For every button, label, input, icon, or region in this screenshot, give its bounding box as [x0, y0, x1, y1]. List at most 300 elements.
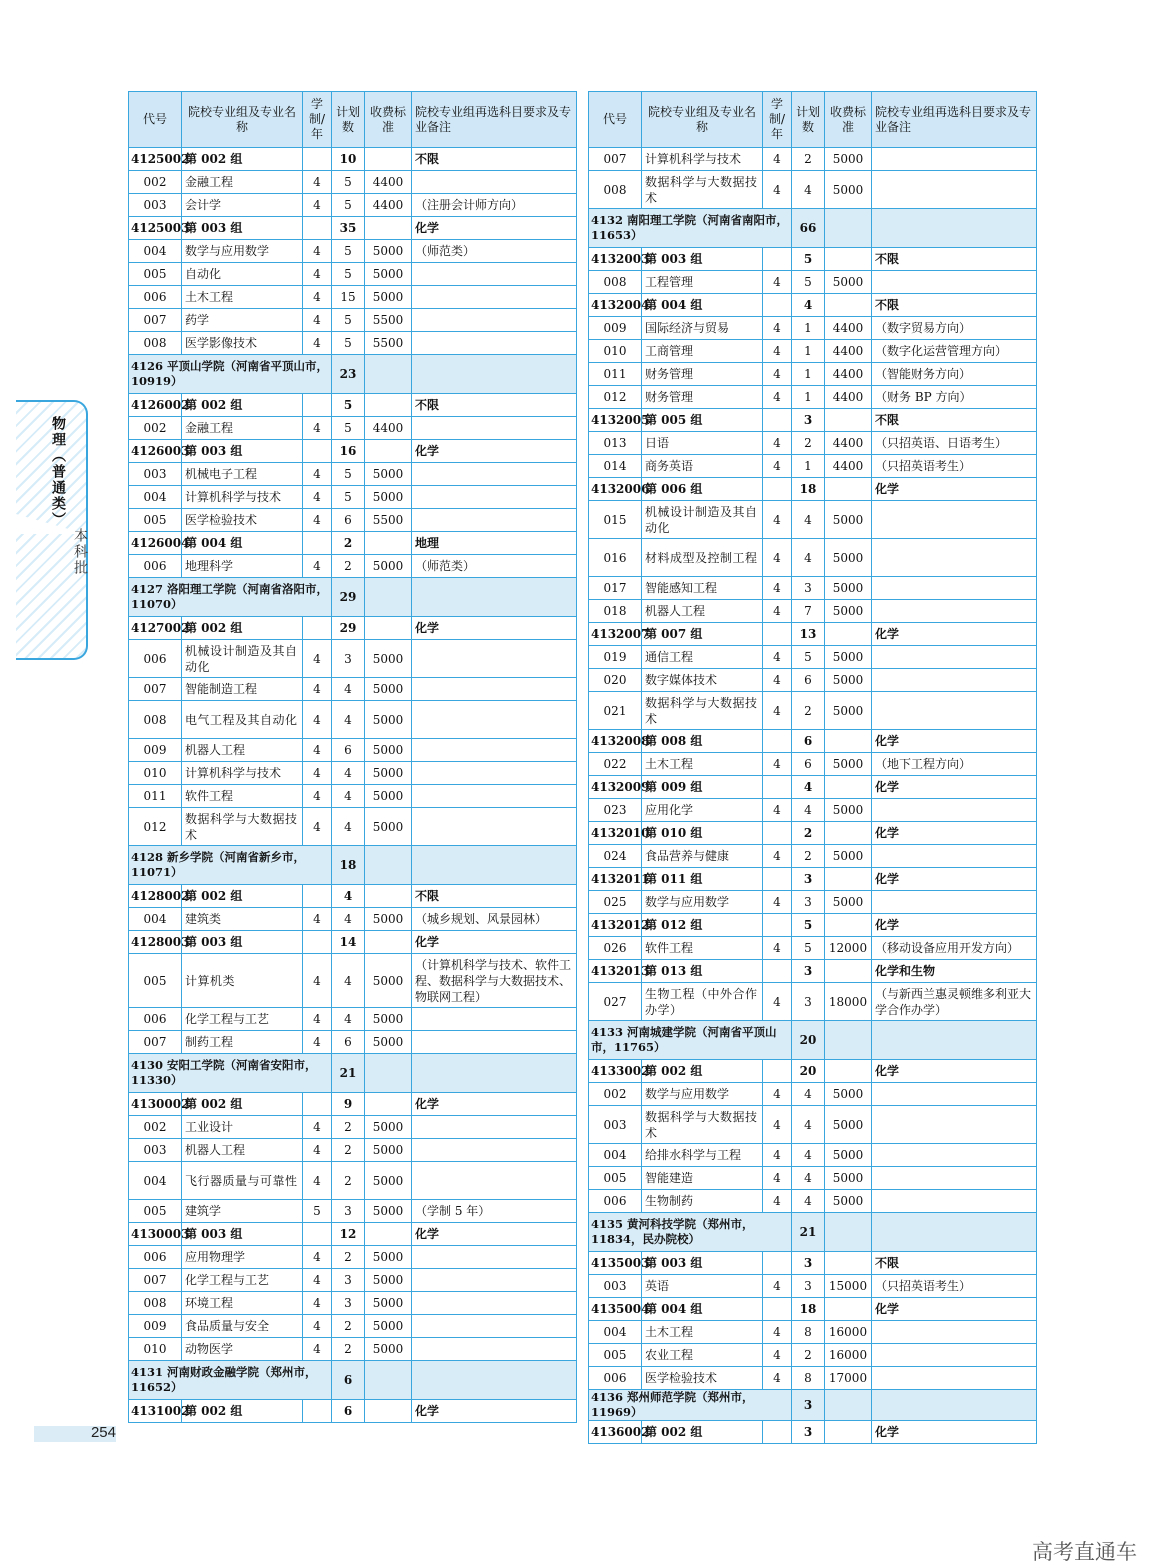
group-fee-empty [365, 931, 412, 954]
group-years-empty [763, 623, 792, 646]
major-name: 生物工程（中外合作办学） [642, 983, 763, 1021]
major-code: 022 [589, 753, 642, 776]
group-years-empty [303, 532, 332, 555]
major-years: 4 [303, 678, 332, 701]
major-years: 4 [763, 1344, 792, 1367]
group-name: 第 004 组 [642, 1298, 763, 1321]
major-fee: 5000 [365, 1116, 412, 1139]
major-code: 010 [129, 762, 182, 785]
group-code: 4132003 [589, 248, 642, 271]
major-note [412, 785, 577, 808]
group-fee-empty [825, 478, 872, 501]
major-row [129, 286, 577, 309]
major-plan: 1 [792, 363, 825, 386]
major-note [412, 463, 577, 486]
major-code: 012 [129, 808, 182, 846]
major-code: 008 [589, 271, 642, 294]
school-note-empty [872, 1021, 1037, 1060]
major-plan: 8 [792, 1367, 825, 1390]
group-years-empty [763, 822, 792, 845]
group-requirement: 化学 [872, 623, 1037, 646]
major-row [589, 692, 1037, 730]
major-years: 4 [303, 309, 332, 332]
major-row [129, 1200, 577, 1223]
major-code: 009 [129, 739, 182, 762]
major-row [589, 1190, 1037, 1213]
major-years: 4 [303, 332, 332, 355]
group-requirement: 不限 [872, 1252, 1037, 1275]
major-name: 建筑类 [182, 908, 303, 931]
school-name: 4130 安阳工学院（河南省安阳市，11330） [129, 1054, 332, 1093]
school-row [129, 1054, 577, 1093]
major-code: 007 [129, 309, 182, 332]
group-plan: 3 [792, 409, 825, 432]
school-plan: 21 [792, 1213, 825, 1252]
major-name: 药学 [182, 309, 303, 332]
header-code: 代号 [589, 92, 642, 148]
group-plan: 5 [332, 394, 365, 417]
major-plan: 4 [792, 1144, 825, 1167]
group-plan: 3 [792, 960, 825, 983]
group-fee-empty [825, 1421, 872, 1444]
group-plan: 14 [332, 931, 365, 954]
major-plan: 4 [332, 762, 365, 785]
major-fee: 4400 [825, 363, 872, 386]
major-row [589, 171, 1037, 209]
group-name: 第 003 组 [182, 440, 303, 463]
major-plan: 2 [792, 1344, 825, 1367]
group-plan: 6 [332, 1400, 365, 1423]
major-years: 4 [303, 555, 332, 578]
major-fee: 5000 [365, 1200, 412, 1223]
group-code: 4132013 [589, 960, 642, 983]
group-requirement: 不限 [412, 394, 577, 417]
group-name: 第 003 组 [642, 248, 763, 271]
school-note-empty [872, 1390, 1037, 1421]
group-plan: 3 [792, 1252, 825, 1275]
group-fee-empty [825, 776, 872, 799]
major-name: 工程管理 [642, 271, 763, 294]
major-row [589, 363, 1037, 386]
major-fee: 4400 [365, 171, 412, 194]
major-fee: 5000 [365, 739, 412, 762]
major-code: 003 [589, 1275, 642, 1298]
major-row [589, 845, 1037, 868]
side-tab-category: 物理（普通类） [50, 416, 66, 528]
major-years: 4 [763, 845, 792, 868]
major-code: 009 [129, 1315, 182, 1338]
major-fee: 5000 [825, 600, 872, 623]
group-years-empty [763, 1060, 792, 1083]
section-side-tab [16, 400, 88, 660]
major-note: （注册会计师方向） [412, 194, 577, 217]
group-fee-empty [825, 914, 872, 937]
header-years: 学制/年 [303, 92, 332, 148]
group-row [589, 730, 1037, 753]
group-name: 第 006 组 [642, 478, 763, 501]
major-name: 工商管理 [642, 340, 763, 363]
group-name: 第 005 组 [642, 409, 763, 432]
major-row [589, 501, 1037, 539]
major-name: 日语 [642, 432, 763, 455]
major-fee: 5000 [825, 539, 872, 577]
major-row [589, 1321, 1037, 1344]
major-plan: 6 [332, 509, 365, 532]
major-fee: 5000 [825, 1190, 872, 1213]
major-note [412, 309, 577, 332]
major-plan: 1 [792, 386, 825, 409]
major-note [412, 1031, 577, 1054]
major-code: 002 [129, 1116, 182, 1139]
major-years: 4 [303, 1338, 332, 1361]
group-name: 第 007 组 [642, 623, 763, 646]
major-name: 计算机科学与技术 [182, 762, 303, 785]
major-name: 数据科学与大数据技术 [642, 692, 763, 730]
major-years: 4 [763, 363, 792, 386]
major-plan: 4 [792, 539, 825, 577]
major-plan: 6 [792, 753, 825, 776]
major-years: 4 [763, 171, 792, 209]
major-name: 自动化 [182, 263, 303, 286]
major-note [872, 171, 1037, 209]
major-years: 4 [303, 286, 332, 309]
major-plan: 5 [792, 646, 825, 669]
major-row [589, 891, 1037, 914]
major-years: 4 [763, 432, 792, 455]
major-fee: 5500 [365, 309, 412, 332]
major-code: 002 [129, 171, 182, 194]
group-name: 第 004 组 [182, 532, 303, 555]
group-years-empty [763, 409, 792, 432]
major-row [129, 739, 577, 762]
group-years-empty [303, 885, 332, 908]
major-fee: 5000 [365, 808, 412, 846]
major-plan: 2 [792, 432, 825, 455]
group-name: 第 003 组 [182, 217, 303, 240]
group-code: 4130002 [129, 1093, 182, 1116]
major-fee: 5000 [825, 669, 872, 692]
major-row [589, 983, 1037, 1021]
group-code: 4132008 [589, 730, 642, 753]
major-code: 005 [129, 509, 182, 532]
group-row [129, 931, 577, 954]
major-note: （城乡规划、风景园林） [412, 908, 577, 931]
major-name: 动物医学 [182, 1338, 303, 1361]
major-years: 4 [763, 1167, 792, 1190]
major-plan: 5 [332, 332, 365, 355]
major-code: 003 [589, 1106, 642, 1144]
major-note: （地下工程方向） [872, 753, 1037, 776]
left-admission-table [128, 91, 577, 1423]
school-plan: 23 [332, 355, 365, 394]
group-plan: 18 [792, 478, 825, 501]
major-years: 4 [763, 539, 792, 577]
major-plan: 3 [332, 1200, 365, 1223]
header-code: 代号 [129, 92, 182, 148]
major-row [129, 1269, 577, 1292]
major-plan: 4 [332, 1008, 365, 1031]
major-years: 4 [763, 891, 792, 914]
major-row [589, 1344, 1037, 1367]
group-requirement: 化学 [412, 931, 577, 954]
school-plan: 29 [332, 578, 365, 617]
major-code: 002 [589, 1083, 642, 1106]
major-fee: 5000 [825, 148, 872, 171]
major-plan: 2 [332, 1116, 365, 1139]
major-code: 021 [589, 692, 642, 730]
major-name: 食品营养与健康 [642, 845, 763, 868]
major-row [589, 386, 1037, 409]
major-plan: 4 [792, 799, 825, 822]
major-fee: 5000 [825, 1083, 872, 1106]
major-code: 006 [129, 640, 182, 678]
major-plan: 4 [332, 785, 365, 808]
major-note [412, 1338, 577, 1361]
major-name: 环境工程 [182, 1292, 303, 1315]
major-plan: 2 [332, 1162, 365, 1200]
major-name: 土木工程 [642, 1321, 763, 1344]
group-row [129, 217, 577, 240]
major-name: 数学与应用数学 [642, 1083, 763, 1106]
major-code: 018 [589, 600, 642, 623]
major-plan: 4 [792, 1083, 825, 1106]
major-plan: 3 [332, 1292, 365, 1315]
group-row [589, 1298, 1037, 1321]
major-row [129, 762, 577, 785]
watermark: 高考直通车 [1032, 1540, 1137, 1564]
major-code: 005 [589, 1167, 642, 1190]
major-name: 食品质量与安全 [182, 1315, 303, 1338]
major-note: （数字贸易方向） [872, 317, 1037, 340]
major-years: 4 [303, 1269, 332, 1292]
major-plan: 5 [792, 937, 825, 960]
major-row [129, 808, 577, 846]
major-years: 4 [303, 171, 332, 194]
group-row [129, 1093, 577, 1116]
major-note: （智能财务方向） [872, 363, 1037, 386]
major-note [872, 148, 1037, 171]
school-row [129, 846, 577, 885]
major-note: （财务 BP 方向） [872, 386, 1037, 409]
major-years: 4 [763, 340, 792, 363]
major-row [589, 539, 1037, 577]
group-code: 4132011 [589, 868, 642, 891]
major-plan: 7 [792, 600, 825, 623]
major-fee: 16000 [825, 1344, 872, 1367]
major-row [129, 332, 577, 355]
group-fee-empty [825, 822, 872, 845]
major-plan: 5 [332, 240, 365, 263]
group-years-empty [763, 1298, 792, 1321]
major-note: （师范类） [412, 240, 577, 263]
school-row [589, 209, 1037, 248]
group-code: 4127002 [129, 617, 182, 640]
major-plan: 3 [792, 1275, 825, 1298]
group-row [129, 1223, 577, 1246]
header-note: 院校专业组再选科目要求及专业备注 [872, 92, 1037, 148]
group-requirement: 化学 [412, 217, 577, 240]
major-row [589, 432, 1037, 455]
school-plan: 20 [792, 1021, 825, 1060]
major-row [589, 646, 1037, 669]
school-fee-empty [825, 209, 872, 248]
school-name: 4127 洛阳理工学院（河南省洛阳市，11070） [129, 578, 332, 617]
major-row [589, 455, 1037, 478]
major-row [129, 785, 577, 808]
group-fee-empty [365, 440, 412, 463]
group-fee-empty [365, 394, 412, 417]
group-years-empty [763, 960, 792, 983]
major-years: 4 [763, 983, 792, 1021]
group-years-empty [763, 1421, 792, 1444]
school-note-empty [872, 209, 1037, 248]
major-years: 4 [303, 808, 332, 846]
major-years: 4 [763, 455, 792, 478]
group-plan: 10 [332, 148, 365, 171]
major-plan: 2 [332, 1139, 365, 1162]
school-note-empty [412, 578, 577, 617]
header-name: 院校专业组及专业名称 [642, 92, 763, 148]
group-years-empty [303, 1223, 332, 1246]
major-fee: 5000 [365, 640, 412, 678]
group-plan: 2 [792, 822, 825, 845]
page-number: 254 [90, 1424, 116, 1441]
group-code: 4125003 [129, 217, 182, 240]
major-fee: 5000 [825, 271, 872, 294]
major-fee: 5000 [825, 1167, 872, 1190]
school-fee-empty [365, 1054, 412, 1093]
major-fee: 5000 [365, 762, 412, 785]
group-fee-empty [365, 532, 412, 555]
major-fee: 5000 [365, 1008, 412, 1031]
major-name: 财务管理 [642, 363, 763, 386]
major-fee: 5000 [365, 263, 412, 286]
major-note [412, 486, 577, 509]
major-plan: 5 [332, 171, 365, 194]
school-name: 4136 郑州师范学院（郑州市，11969） [589, 1390, 792, 1421]
major-plan: 5 [332, 417, 365, 440]
major-name: 建筑学 [182, 1200, 303, 1223]
major-years: 4 [303, 739, 332, 762]
major-name: 材料成型及控制工程 [642, 539, 763, 577]
major-row [589, 1275, 1037, 1298]
major-name: 金融工程 [182, 171, 303, 194]
school-note-empty [872, 1213, 1037, 1252]
group-code: 4132007 [589, 623, 642, 646]
major-name: 化学工程与工艺 [182, 1008, 303, 1031]
major-plan: 1 [792, 455, 825, 478]
major-fee: 15000 [825, 1275, 872, 1298]
major-code: 006 [129, 1008, 182, 1031]
group-code: 4126002 [129, 394, 182, 417]
major-code: 002 [129, 417, 182, 440]
school-name: 4128 新乡学院（河南省新乡市，11071） [129, 846, 332, 885]
major-fee: 5000 [365, 486, 412, 509]
major-row [129, 1315, 577, 1338]
major-fee: 5000 [365, 1315, 412, 1338]
group-name: 第 004 组 [642, 294, 763, 317]
major-note [872, 1321, 1037, 1344]
major-plan: 5 [332, 194, 365, 217]
major-fee: 5000 [365, 678, 412, 701]
group-row [589, 1060, 1037, 1083]
group-row [589, 822, 1037, 845]
group-code: 4132012 [589, 914, 642, 937]
major-code: 008 [129, 332, 182, 355]
group-code: 4132005 [589, 409, 642, 432]
group-code: 4126004 [129, 532, 182, 555]
group-years-empty [763, 1252, 792, 1275]
group-row [589, 248, 1037, 271]
major-note [412, 263, 577, 286]
major-row [589, 1367, 1037, 1390]
major-row [589, 669, 1037, 692]
school-plan: 6 [332, 1361, 365, 1400]
major-code: 007 [589, 148, 642, 171]
major-code: 004 [129, 1162, 182, 1200]
major-fee: 5000 [365, 555, 412, 578]
major-code: 014 [589, 455, 642, 478]
group-requirement: 不限 [872, 248, 1037, 271]
group-fee-empty [825, 1252, 872, 1275]
group-plan: 35 [332, 217, 365, 240]
group-requirement: 化学 [872, 776, 1037, 799]
major-fee: 5000 [825, 799, 872, 822]
major-years: 4 [303, 240, 332, 263]
major-note [872, 501, 1037, 539]
major-code: 019 [589, 646, 642, 669]
major-fee: 5000 [825, 577, 872, 600]
group-name: 第 002 组 [182, 885, 303, 908]
major-fee: 5000 [825, 692, 872, 730]
group-plan: 6 [792, 730, 825, 753]
major-name: 计算机类 [182, 954, 303, 1008]
group-name: 第 012 组 [642, 914, 763, 937]
group-fee-empty [365, 1400, 412, 1423]
major-row [589, 148, 1037, 171]
major-plan: 4 [792, 501, 825, 539]
school-note-empty [412, 355, 577, 394]
group-years-empty [303, 148, 332, 171]
major-note [412, 1008, 577, 1031]
major-note: （只招英语考生） [872, 1275, 1037, 1298]
major-row [589, 1106, 1037, 1144]
group-code: 4130003 [129, 1223, 182, 1246]
major-code: 004 [129, 486, 182, 509]
major-fee: 4400 [825, 386, 872, 409]
major-code: 010 [589, 340, 642, 363]
major-years: 4 [303, 417, 332, 440]
major-fee: 5000 [365, 240, 412, 263]
major-years: 4 [303, 701, 332, 739]
major-code: 025 [589, 891, 642, 914]
group-fee-empty [365, 617, 412, 640]
major-row [129, 701, 577, 739]
group-fee-empty [825, 868, 872, 891]
major-plan: 4 [332, 701, 365, 739]
header-plan: 计划数 [332, 92, 365, 148]
major-name: 土木工程 [182, 286, 303, 309]
major-code: 006 [589, 1367, 642, 1390]
major-years: 4 [763, 669, 792, 692]
group-name: 第 011 组 [642, 868, 763, 891]
group-requirement: 不限 [412, 148, 577, 171]
major-note [872, 1144, 1037, 1167]
major-code: 017 [589, 577, 642, 600]
major-years: 4 [303, 1031, 332, 1054]
major-name: 数学与应用数学 [182, 240, 303, 263]
school-row [129, 1361, 577, 1400]
